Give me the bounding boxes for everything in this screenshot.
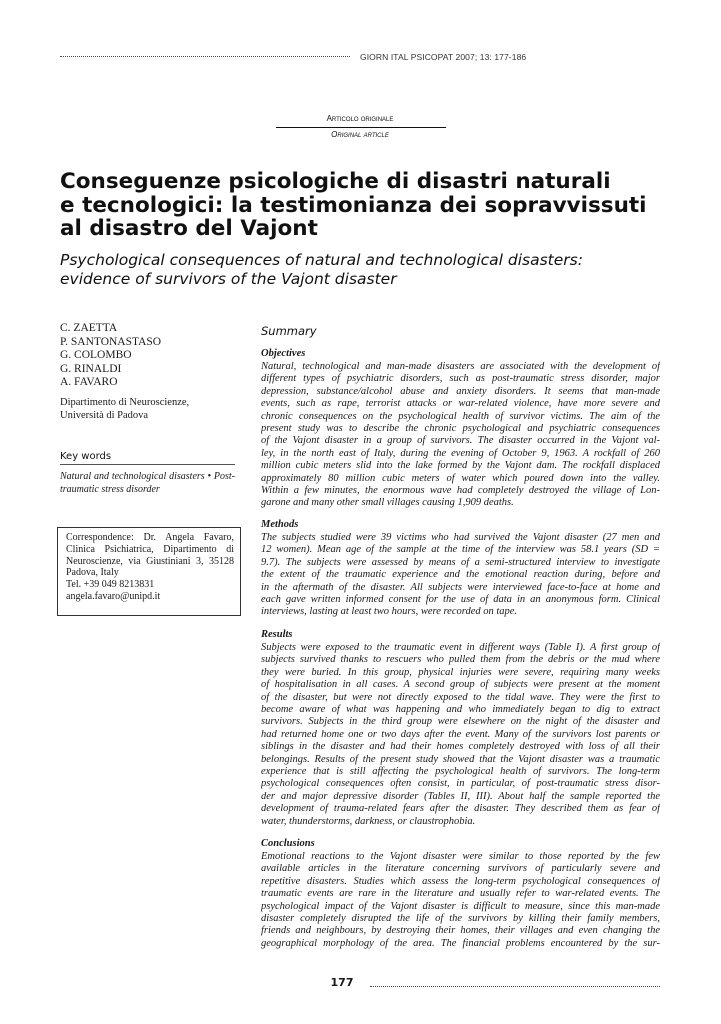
results-heading: Results bbox=[261, 629, 293, 640]
title-italian bbox=[60, 170, 670, 241]
text-line: 12 women). Mean age of the sample at the time of the interview was 58.1 years (SD = bbox=[261, 544, 660, 556]
text-line: had returned home one or two days after the event. Many of the survivors lost parents or bbox=[261, 728, 660, 740]
conclusions-body bbox=[261, 851, 660, 950]
text-line: traumatic events are rare in the literature and usually refer to war-related events. The bbox=[261, 888, 660, 900]
article-type-english: Original article bbox=[331, 130, 389, 139]
article-type-italian: Articolo originale bbox=[326, 114, 394, 123]
text-line: ley, in the north east of Italy, during the evening of October 9, 1963. A rockfall of 260 bbox=[261, 447, 660, 459]
text-line: become aware of what was happening and who immediately began to dig to extract bbox=[261, 704, 660, 716]
text-line: psychological consequences often consist, in particular, of post-traumatic stress disor- bbox=[261, 778, 660, 790]
text-line: subjects survived thanks to rescuers who pulled them from the debris or the mud where bbox=[261, 654, 660, 666]
results-body bbox=[261, 642, 660, 828]
text-line: they were buried. In this group, physical injuries were severe, requiring many weeks bbox=[261, 666, 660, 678]
text-line: million cubic meters slid into the lake formed by the Vajont dam. The rockfall displaced bbox=[261, 460, 660, 472]
text-line: psychological impact of the Vajont disaster is difficult to measure, since this man-made bbox=[261, 900, 660, 912]
rubric-divider bbox=[276, 127, 446, 128]
conclusions-heading: Conclusions bbox=[261, 838, 315, 849]
affiliation bbox=[60, 397, 240, 422]
text-line: events, such as rape, terrorist attacks or war-related violence, have more severe and bbox=[261, 398, 660, 410]
text-line: garone and many other small villages causing 1,909 deaths. bbox=[261, 497, 514, 509]
text-line: of the Vajont disaster in a group of survivors. The disaster occurred in the Vajont val- bbox=[261, 435, 660, 447]
title-line: evidence of survivors of the Vajont disaster bbox=[60, 270, 397, 288]
correspondence-address: Correspondence: Dr. Angela Favaro, Clinica Psichiatrica, Dipartimento di Neuroscienze, via Giustiniani 3, 35128 Padova, Italy bbox=[66, 532, 234, 579]
text-line: geographical morphology of the area. The financial problems encountered by the sur- bbox=[261, 937, 660, 949]
text-line: belongings. Results of the present study showed that the Vajont disaster was a traumatic bbox=[261, 753, 660, 765]
title-line: al disastro del Vajont bbox=[60, 216, 318, 241]
text-line: siblings in the disaster and had their homes completely destroyed with loss of all their bbox=[261, 741, 660, 753]
text-line: Subjects were exposed to the traumatic event in different ways (Table I). A first group of bbox=[261, 642, 660, 653]
author: G. COLOMBO bbox=[60, 349, 132, 362]
text-line: chronic consequences on the psychological health of survivor victims. The aim of the bbox=[261, 410, 660, 422]
title-english bbox=[60, 251, 670, 289]
methods-heading: Methods bbox=[261, 519, 299, 530]
text-line: development of trauma-related fears after the disaster. They described them as fear of bbox=[261, 803, 660, 815]
keywords-text: Natural and technological disasters • Post-traumatic stress disorder bbox=[60, 471, 235, 495]
summary-heading: Summary bbox=[261, 324, 317, 338]
text-line: Emotional reactions to the Vajont disaster were similar to those reported by the few bbox=[261, 851, 660, 862]
text-line: of the disaster, but were not directly exposed to the tidal wave. They were the first to bbox=[261, 691, 660, 703]
text-line: survivors. Subjects in the third group were elsewhere on the night of the disaster and bbox=[261, 716, 660, 728]
keywords-heading: Key words bbox=[60, 451, 235, 465]
text-line: water, thunderstorms, darkness, or claustrophobia. bbox=[261, 815, 476, 827]
text-line: in the aftermath of the disaster. All subjects were interviewed face-to-face at home and bbox=[261, 581, 660, 593]
text-line: disaster completely disrupted the life of the survivors by killing their family members, bbox=[261, 913, 660, 925]
text-line: present study was to describe the chronic psychological and psychiatric consequences bbox=[261, 423, 660, 435]
affiliation-line: Dipartimento di Neuroscienze, bbox=[60, 397, 190, 408]
text-line: Natural, technological and man-made disasters are associated with the development of bbox=[261, 361, 660, 372]
author: G. RINALDI bbox=[60, 362, 122, 375]
text-line: depression, substance/alcohol abuse and anxiety disorders. It seems that man-made bbox=[261, 385, 660, 397]
text-line: repetitive disasters. Studies which assess the long-term psychological consequences of bbox=[261, 875, 660, 887]
author: C. ZAETTA bbox=[60, 322, 118, 334]
text-line: approximately 80 million cubic meters of water which poured down into the valley. bbox=[261, 472, 660, 484]
title-line: e tecnologici: la testimonianza dei sopravvissuti bbox=[60, 192, 647, 218]
author: A. FAVARO bbox=[60, 376, 118, 389]
objectives-body bbox=[261, 361, 660, 510]
text-line: of hospitalisation in all cases. A second group of subjects were present at the moment bbox=[261, 679, 660, 691]
correspondence-email[interactable]: angela.favaro@unipd.it bbox=[66, 590, 161, 602]
text-line: interviews, lasting at least two hours, were recorded on tape. bbox=[261, 606, 518, 618]
correspondence-box bbox=[57, 527, 241, 616]
objectives-heading: Objectives bbox=[261, 348, 306, 359]
page-number: 177 bbox=[330, 976, 354, 989]
text-line: different types of psychiatric disorders, such as post-traumatic stress disorder, major bbox=[261, 373, 660, 385]
text-line: Within a few minutes, the enormous wave had completely destroyed the village of Lon- bbox=[261, 485, 660, 497]
text-line: each gave written informed consent for the use of data in an anonymous form. Clinical bbox=[261, 594, 660, 606]
author-list bbox=[60, 322, 240, 390]
author: P. SANTONASTASO bbox=[60, 335, 162, 348]
correspondence-phone: Tel. +39 049 8213831 bbox=[66, 579, 155, 591]
title-line: Psychological consequences of natural and technological disasters: bbox=[60, 251, 583, 269]
text-line: friends and neighbours, by destroying their homes, their villages and even changing the bbox=[261, 925, 660, 937]
text-line: der and major depressive disorder (Tables II, III). About half the sample reported the bbox=[261, 790, 660, 802]
text-line: 9.7). The subjects were assessed by means of a semi-structured interview to investigate bbox=[261, 556, 660, 568]
text-line: available articles in the literature concerning survivors of particularly severe and bbox=[261, 863, 660, 875]
title-line: Conseguenze psicologiche di disastri naturali bbox=[60, 169, 611, 194]
methods-body bbox=[261, 532, 660, 619]
journal-reference: GIORN ITAL PSICOPAT 2007; 13: 177-186 bbox=[360, 52, 527, 62]
text-line: the extent of the traumatic experience and the emotional reaction during, before and bbox=[261, 569, 660, 581]
affiliation-line: Università di Padova bbox=[60, 409, 149, 421]
bottom-dotted-rule bbox=[370, 986, 660, 987]
text-line: experience that is still affecting the psychological health of survivors. The long-term bbox=[261, 766, 660, 778]
top-dotted-rule bbox=[60, 56, 350, 57]
text-line: The subjects studied were 39 victims who had survived the Vajont disaster (27 men and bbox=[261, 532, 660, 543]
